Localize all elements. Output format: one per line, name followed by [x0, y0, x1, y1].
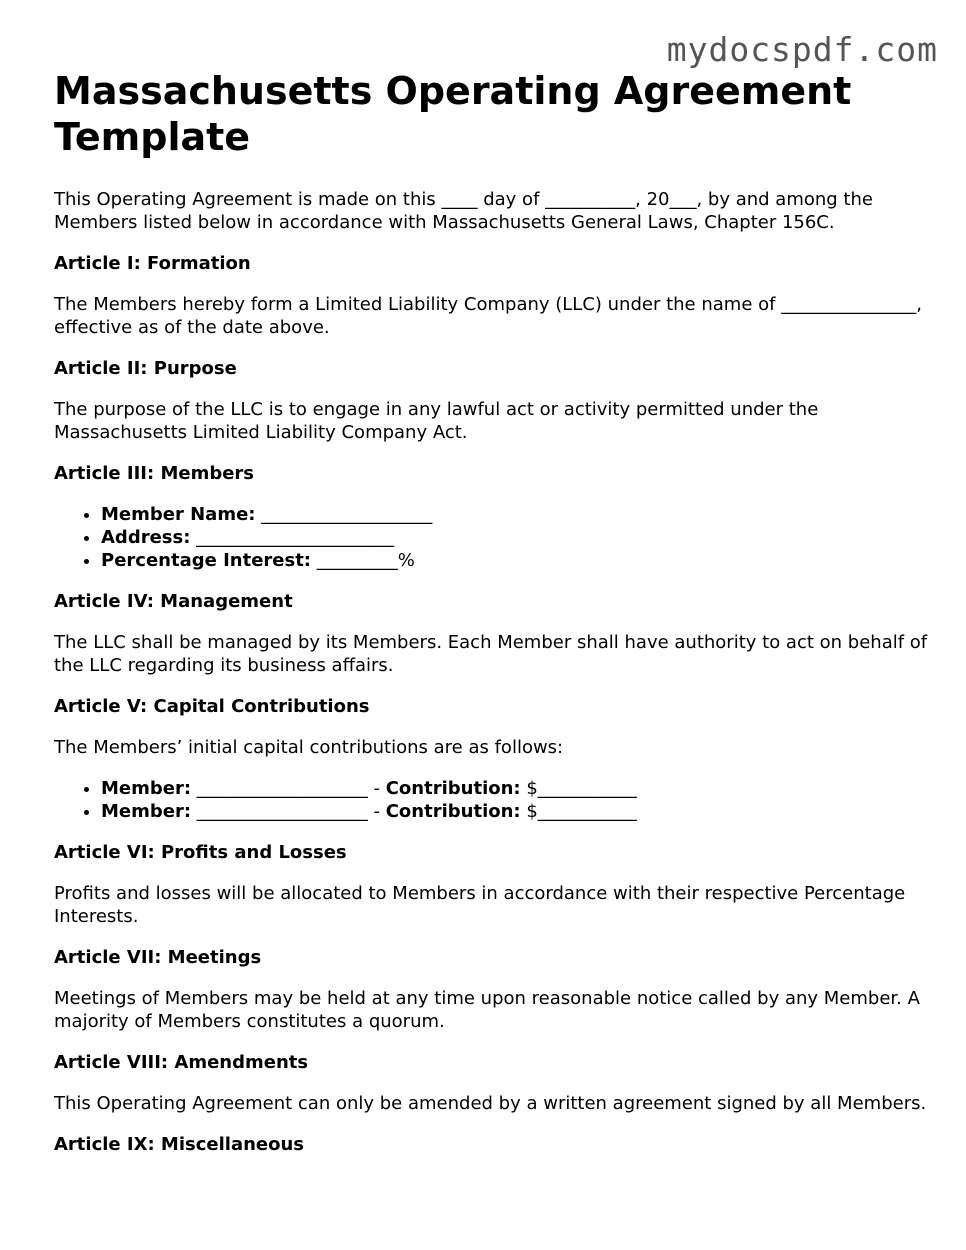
article-amendments-heading: Article VIII: Amendments [54, 1052, 309, 1073]
article-management-text: The LLC shall be managed by its Members. Each Member shall have authority to act on behalf of the LLC regarding its business affairs. [54, 632, 928, 676]
watermark: mydocspdf.com [666, 30, 938, 69]
list-item [101, 526, 934, 549]
member-name-blank: ___________________ [255, 504, 433, 525]
article-purpose-text: The purpose of the LLC is to engage in any lawful act or activity permitted under the Massachusetts Limited Liability Company Act. [54, 399, 819, 443]
article-capital-heading: Article V: Capital Contributions [54, 696, 370, 717]
article-management-heading: Article IV: Management [54, 591, 293, 612]
article-profits-text: Profits and losses will be allocated to Members in accordance with their respective Percentage Interests. [54, 883, 906, 927]
member-blank: ___________________ - [191, 778, 386, 799]
contributions-list [54, 777, 934, 823]
list-item [101, 503, 934, 526]
list-item [101, 800, 934, 823]
percentage-interest-label: Percentage Interest: [101, 550, 312, 571]
article-members-heading: Article III: Members [54, 463, 255, 484]
address-blank: ______________________ [190, 527, 395, 548]
document-title: Massachusetts Operating Agreement Template [54, 69, 852, 159]
address-label: Address: [101, 527, 191, 548]
contribution-blank: $___________ [520, 801, 637, 822]
article-misc-heading: Article IX: Miscellaneous [54, 1134, 305, 1155]
contribution-label: Contribution: [385, 801, 521, 822]
list-item [101, 549, 934, 572]
article-meetings-heading: Article VII: Meetings [54, 947, 262, 968]
contribution-blank: $___________ [520, 778, 637, 799]
article-profits-heading: Article VI: Profits and Losses [54, 842, 347, 863]
member-label: Member: [101, 801, 192, 822]
article-meetings-text: Meetings of Members may be held at any time upon reasonable notice called by any Member. A majority of Members constitutes a quorum. [54, 988, 920, 1032]
article-amendments-text: This Operating Agreement can only be amended by a written agreement signed by all Members. [54, 1093, 927, 1114]
member-blank: ___________________ - [191, 801, 386, 822]
article-formation-text: The Members hereby form a Limited Liability Company (LLC) under the name of _______________, effective as of the date above. [54, 294, 922, 338]
article-formation-heading: Article I: Formation [54, 253, 251, 274]
article-purpose-heading: Article II: Purpose [54, 358, 237, 379]
article-capital-text: The Members’ initial capital contributions are as follows: [54, 737, 564, 758]
intro-paragraph: This Operating Agreement is made on this ____ day of __________, 20___, by and among the Members listed below in accordance with Massachusetts General Laws, Chapter 156C. [54, 189, 873, 233]
percentage-interest-blank: _________% [311, 550, 415, 571]
member-label: Member: [101, 778, 192, 799]
document-page [54, 68, 934, 1174]
contribution-label: Contribution: [385, 778, 521, 799]
list-item [101, 777, 934, 800]
member-name-label: Member Name: [101, 504, 256, 525]
members-list [54, 503, 934, 572]
